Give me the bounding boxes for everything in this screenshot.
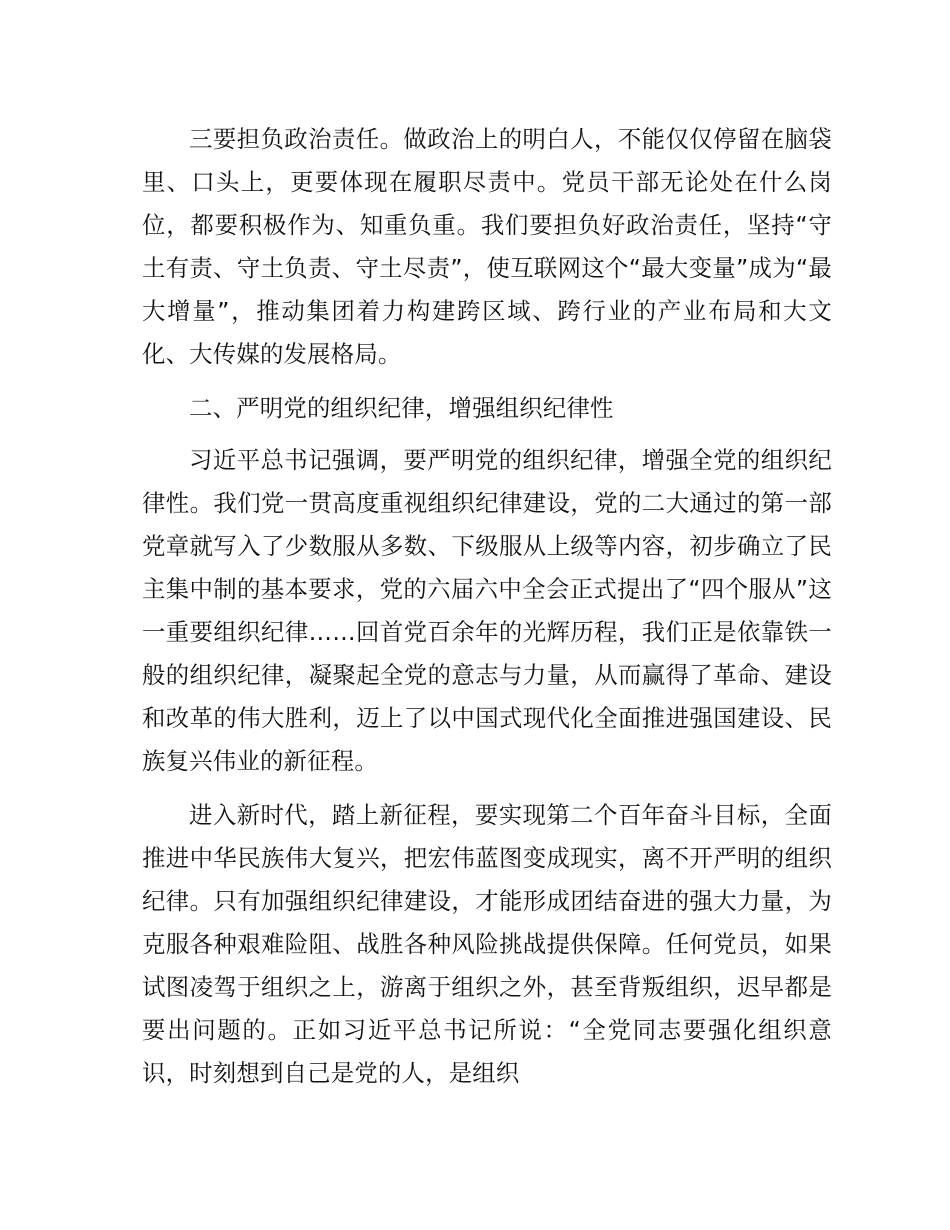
document-page [142, 118, 832, 1106]
paragraph-discipline-history: 习近平总书记强调，要严明党的组织纪律，增强全党的组织纪律性。我们党一贯高度重视组织纪律建设，党的二大通过的第一部党章就写入了少数服从多数、下级服从上级等内容，初步确立了民主集中制的基本要求，党的六届六中全会正式提出了“四个服从”这一重要组织纪律……回首党百余年的光辉历程，我们正是依靠铁一般的组织纪律，凝聚起全党的意志与力量，从而赢得了革命、建设和改革的伟大胜利，迈上了以中国式现代化全面推进强国建设、民族复兴伟业的新征程。 [142, 446, 832, 775]
paragraph-political-responsibility: 三要担负政治责任。做政治上的明白人，不能仅仅停留在脑袋里、口头上，更要体现在履职尽责中。党员干部无论处在什么岗位，都要积极作为、知重负重。我们要担负好政治责任，坚持“守土有责、守土负责、守土尽责”，使互联网这个“最大变量”成为“最大增量”，推动集团着力构建跨区域、跨行业的产业布局和大文化、大传媒的发展格局。 [142, 125, 832, 368]
paragraph-new-era: 进入新时代，踏上新征程，要实现第二个百年奋斗目标，全面推进中华民族伟大复兴，把宏伟蓝图变成现实，离不开严明的组织纪律。只有加强组织纪律建设，才能形成团结奋进的强大力量，为克服各种艰难险阻、战胜各种风险挑战提供保障。任何党员，如果试图凌驾于组织之上，游离于组织之外，甚至背叛组织，迟早都是要出问题的。正如习近平总书记所说：“全党同志要强化组织意识，时刻想到自己是党的人，是组织 [142, 801, 832, 1087]
section-heading-organizational-discipline: 二、严明党的组织纪律，增强组织纪律性 [189, 394, 614, 422]
